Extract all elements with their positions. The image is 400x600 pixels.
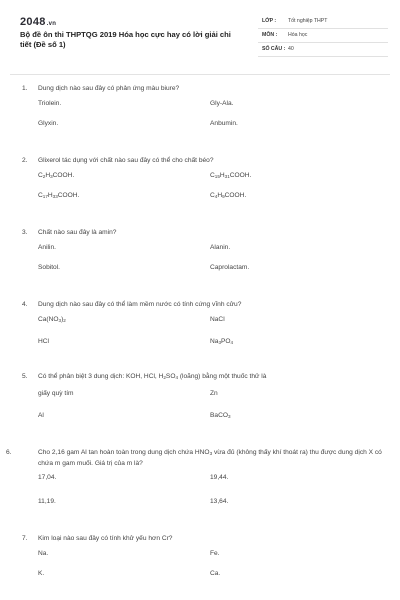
meta-box [258,16,388,58]
meta-key: MÔN : [262,32,278,38]
answer-option[interactable]: Glyxin. [38,120,59,127]
answer-option[interactable]: Na. [38,550,49,557]
question-body: Cho 2,16 gam Al tan hoàn toàn trong dung dịch chứa $HNO_3$ vừa đủ (không thấy khí thoát ra) thu được dung dịch X có chứa m gam muối. Giá trị của m là? [38,449,382,467]
question-body: Dung dịch nào sau đây có phản ứng màu biure? [38,85,180,92]
meta-row-count [258,44,388,57]
meta-key: LỚP : [262,18,277,24]
header-divider [10,74,390,75]
answer-option[interactable]: $C_{15}H_{31}COOH$. [210,172,252,179]
document-title: Bộ đề ôn thi THPTQG 2019 Hóa học cực hay có lời giải chi tiết (Đề số 1) [20,30,231,49]
question-4 [10,300,390,370]
answer-option[interactable]: BaCO$_3$ [210,412,231,419]
question-number: 6. [6,449,12,456]
question-text [6,448,382,469]
question-body: Dung dịch nào sau đây có thể làm mềm nước có tính cứng vĩnh cửu? [38,301,242,308]
question-text [22,372,382,383]
answer-option[interactable]: Alanin. [210,244,231,251]
answer-option[interactable]: 11,19. [38,498,56,505]
question-1 [10,84,390,154]
meta-row-subject [258,30,388,43]
answer-option[interactable]: Triolein. [38,100,62,107]
answer-option[interactable]: $Ca(NO_3)_2$ [38,316,66,323]
question-text [22,228,382,238]
answer-option[interactable]: HCl [38,338,49,345]
question-text [22,300,382,310]
answer-option[interactable]: $C_2H_3COOH$. [38,172,75,179]
exam-sheet [6,10,390,600]
meta-row-class [258,16,388,29]
answer-option[interactable]: NaCl [210,316,225,323]
answer-option[interactable]: Anbumin. [210,120,238,127]
meta-value: Tốt nghiệp THPT [288,18,328,24]
header [10,10,390,72]
answer-option[interactable]: K. [38,570,45,577]
answer-option[interactable]: 19,44. [210,474,229,481]
meta-value: Hóa học [288,32,308,38]
answer-option[interactable]: 17,04. [38,474,57,481]
answer-option[interactable]: Zn [210,390,218,397]
answer-option[interactable]: Caprolactam. [210,264,250,271]
logo-suffix: .vn [46,21,57,27]
logo-text: 2048 [20,16,46,28]
answer-option[interactable]: giấy quỳ tím [38,390,74,397]
meta-value: 40 [288,46,294,52]
question-2 [10,156,390,226]
question-text [22,534,382,544]
answer-option[interactable]: $C_4H_9COOH$. [210,192,247,199]
question-body: Có thể phân biệt 3 dung dịch: KOH, HCl, $H_2SO_4$ (loãng) bằng một thuốc thử là [38,373,267,380]
question-number: 2. [22,157,28,164]
question-number: 1. [22,85,28,92]
question-body: Glixerol tác dụng với chất nào sau đây có thể cho chất béo? [38,157,214,164]
answer-option[interactable]: Fe. [210,550,220,557]
question-body: Chất nào sau đây là amin? [38,229,117,236]
question-body: Kim loại nào sau đây có tính khử yếu hơn Cr? [38,535,173,542]
question-7 [10,534,390,600]
question-6 [6,448,390,518]
answer-option[interactable]: Anilin. [38,244,56,251]
question-text [22,156,382,166]
answer-option[interactable]: 13,64. [210,498,229,505]
answer-option[interactable]: Al [38,412,44,419]
question-number: 4. [22,301,28,308]
answer-option[interactable]: Ca. [210,570,221,577]
question-number: 5. [22,373,28,380]
question-number: 7. [22,535,28,542]
meta-key: SỐ CÂU : [262,46,286,52]
question-number: 3. [22,229,28,236]
question-3 [10,228,390,298]
answer-option[interactable]: Sobitol. [38,264,60,271]
answer-option[interactable]: $C_{17}H_{33}COOH$. [38,192,80,199]
question-5 [10,372,390,442]
question-text [22,84,382,94]
answer-option[interactable]: Gly-Ala. [210,100,234,107]
answer-option[interactable]: $Na_3PO_4$ [210,338,234,345]
site-logo[interactable] [20,16,56,28]
